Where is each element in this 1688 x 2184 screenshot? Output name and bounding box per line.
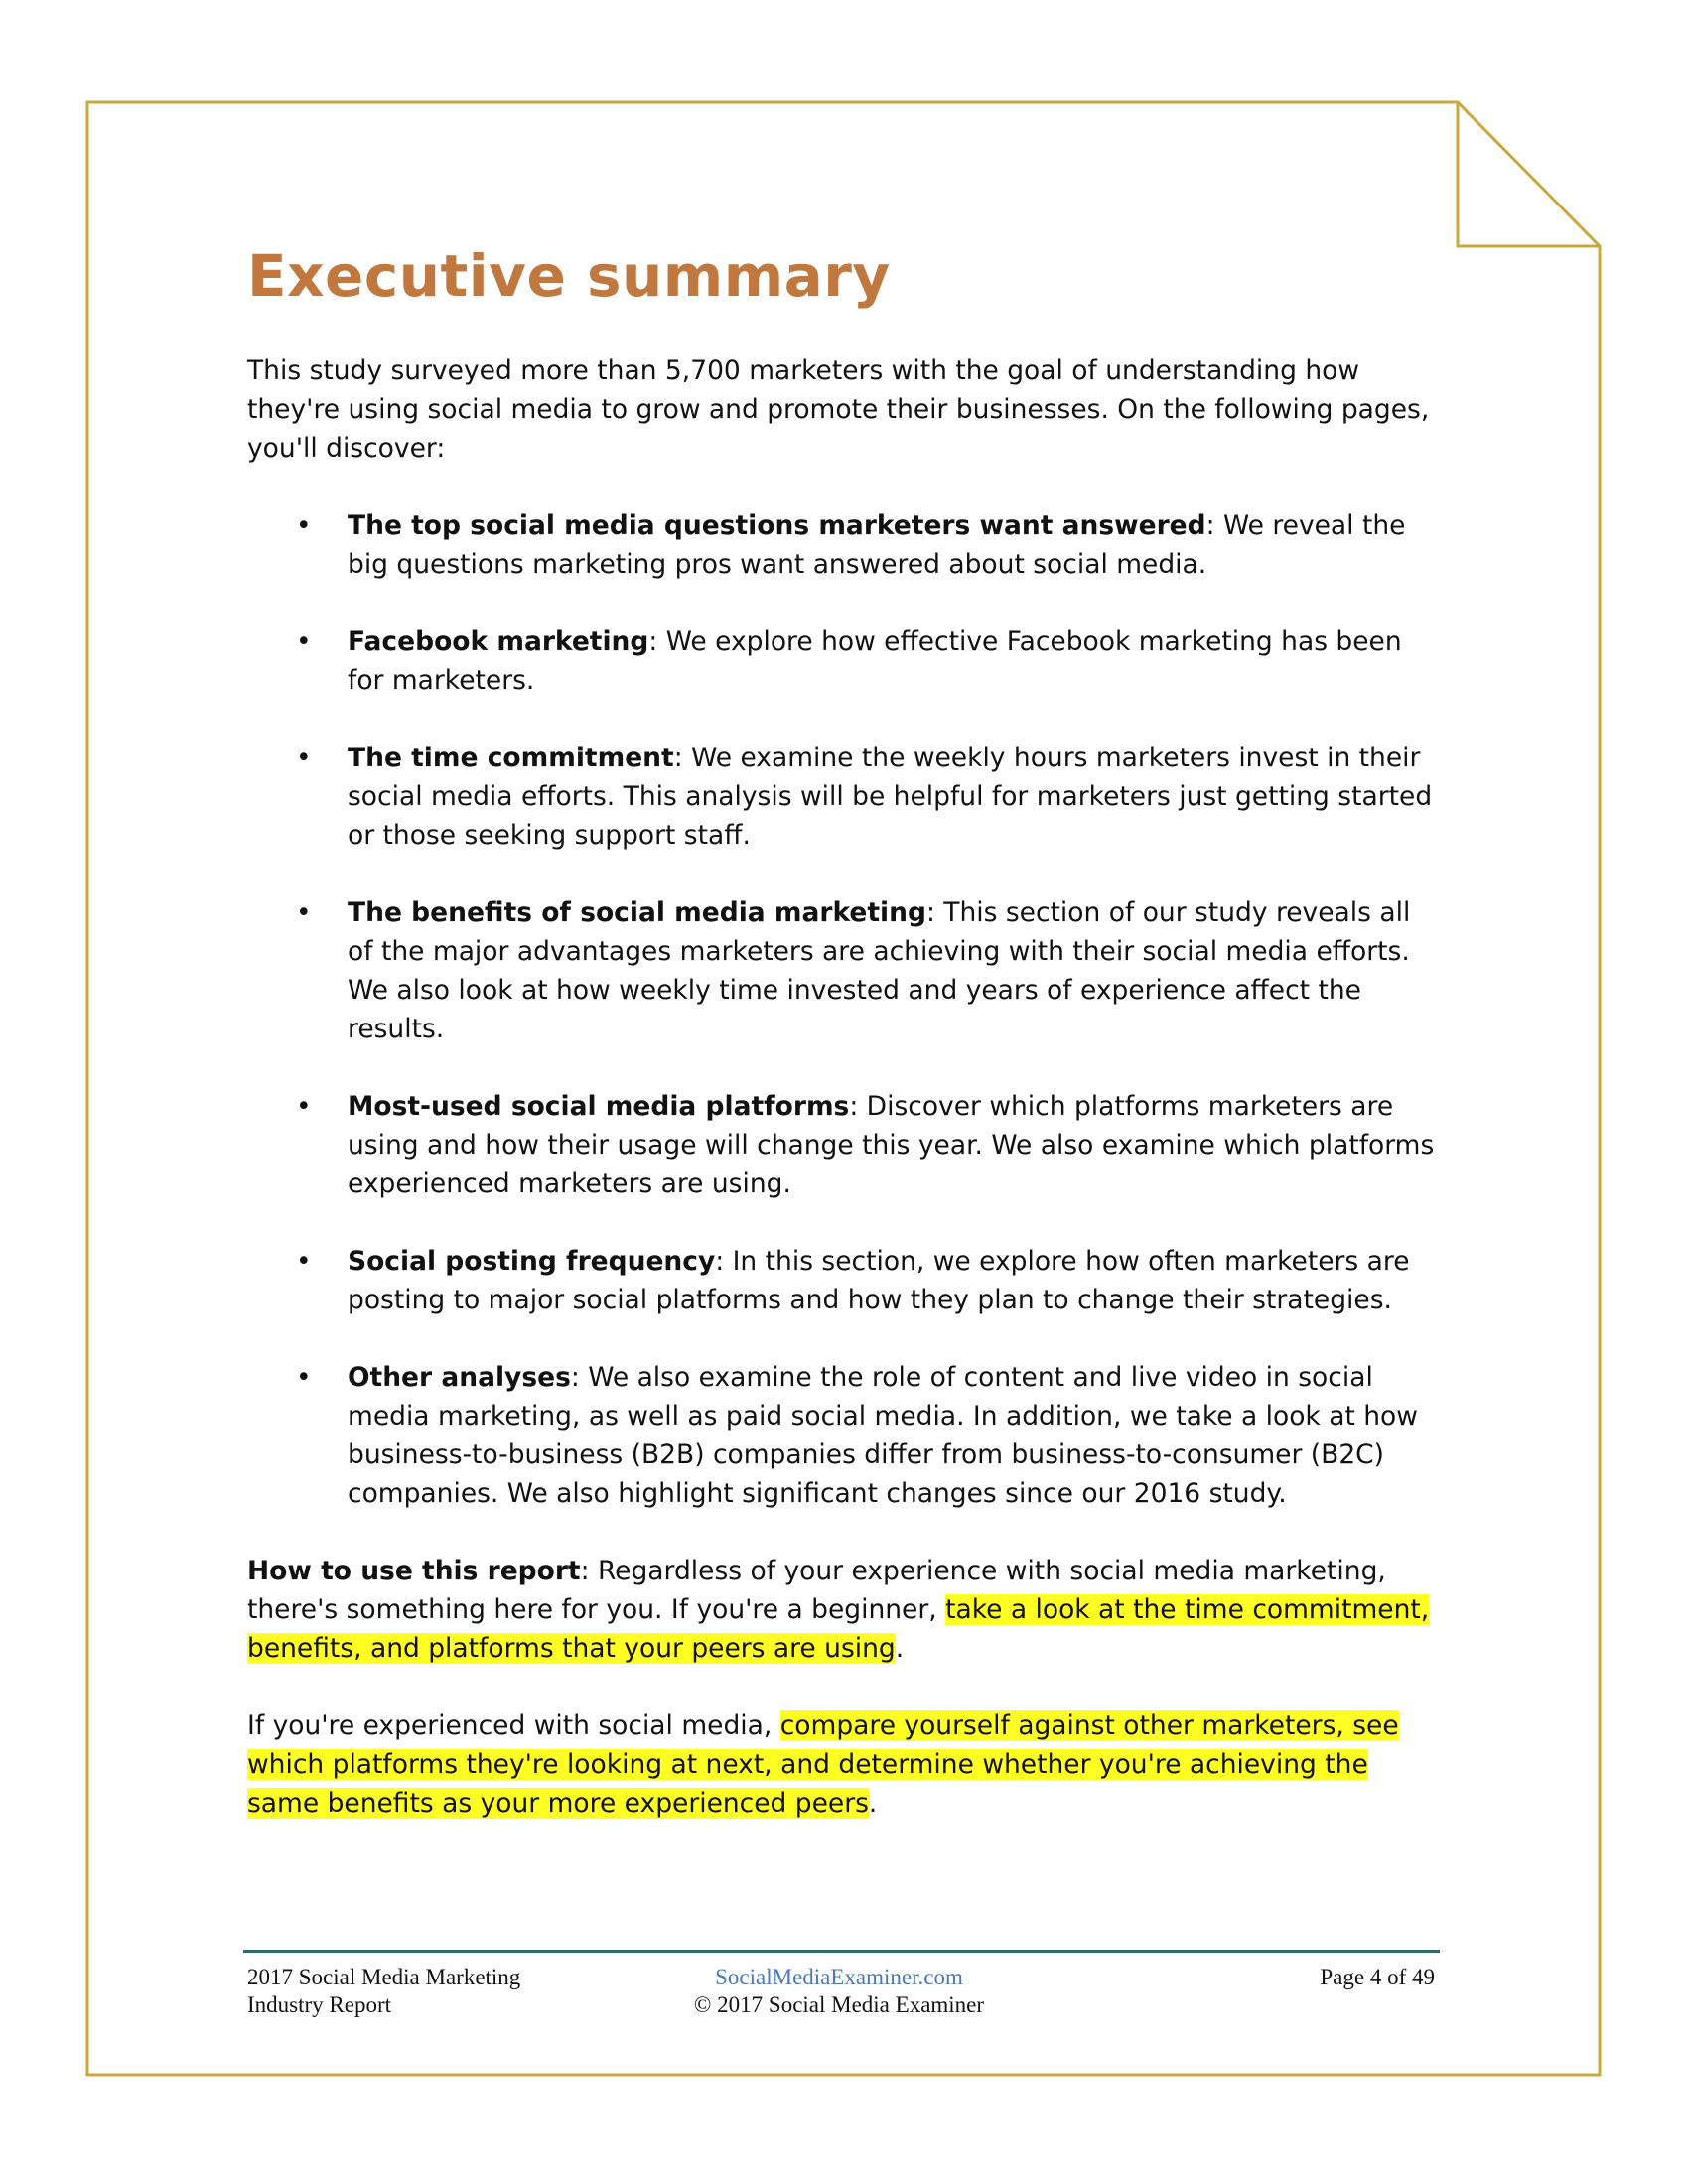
list-item	[247, 506, 1439, 584]
item-text: : We reveal the big questions marketing pros want answered about social media.	[348, 509, 1406, 580]
page-title: Executive summary	[247, 242, 891, 310]
experienced-end: .	[868, 1787, 878, 1819]
item-text: : This section of our study reveals all of the major advantages marketers are achieving with their social media efforts. We also look at how weekly time invested and years of experience affect the results.	[348, 896, 1411, 1044]
how-to-use-end: .	[895, 1632, 905, 1664]
topics-list	[247, 506, 1439, 1513]
item-heading: Facebook marketing	[348, 625, 649, 657]
footer-copyright: © 2017 Social Media Examiner	[693, 1992, 985, 2017]
footer-report-line1: 2017 Social Media Marketing	[247, 1965, 521, 1989]
footer-report-line2: Industry Report	[247, 1992, 392, 2017]
list-item	[247, 739, 1439, 855]
bullet-icon: •	[296, 625, 312, 657]
list-item	[247, 893, 1439, 1048]
list-item	[247, 622, 1439, 700]
item-text: : We also examine the role of content and live video in social media marketing, as well as paid social media. In addition, we take a look at how business-to-business (B2B) companies differ from business-to-consumer (B2C) companies. We also highlight significant changes since our 2016 study.	[348, 1361, 1418, 1509]
item-heading: The time commitment	[348, 742, 674, 773]
item-heading: Other analyses	[348, 1361, 571, 1393]
page-number: Page 4 of 49	[1320, 1965, 1435, 1989]
experienced-text: If you're experienced with social media,	[247, 1709, 780, 1741]
footer-divider	[243, 1950, 1440, 1953]
item-heading: The benefits of social media marketing	[348, 896, 926, 928]
how-to-use-heading: How to use this report	[247, 1555, 581, 1586]
bullet-icon: •	[296, 1361, 312, 1393]
bullet-icon: •	[296, 742, 312, 773]
experienced-paragraph	[247, 1706, 1439, 1823]
footer-website-link[interactable]: SocialMediaExaminer.com	[715, 1965, 963, 1989]
bullet-icon: •	[296, 1090, 312, 1122]
how-to-use-text: : Regardless of your experience with social media marketing, there's something here for you. If you're a beginner,	[247, 1555, 1386, 1625]
intro-paragraph: This study surveyed more than 5,700 marketers with the goal of understanding how they're using social media to grow and promote their businesses. On the following pages, you'll discover:	[247, 354, 1430, 464]
item-text: : We explore how effective Facebook marketing has been for marketers.	[348, 625, 1402, 696]
footer-center	[675, 1964, 1003, 2019]
highlighted-text: compare yourself against other marketers, see which platforms they're looking at next, and determine whether you're achieving the same benefits as your more experienced peers	[247, 1709, 1399, 1819]
list-item	[247, 1358, 1439, 1513]
item-text: : We examine the weekly hours marketers invest in their social media efforts. This analysis will be helpful for marketers just getting started or those seeking support staff.	[348, 742, 1433, 851]
how-to-use-paragraph	[247, 1552, 1439, 1668]
highlighted-text: take a look at the time commitment, benefits, and platforms that your peers are using	[247, 1593, 1430, 1664]
item-text: : In this section, we explore how often marketers are posting to major social platforms and how they plan to change their strategies.	[348, 1245, 1410, 1315]
footer-report-name	[247, 1964, 520, 2019]
bullet-icon: •	[296, 896, 312, 928]
item-heading: The top social media questions marketers want answered	[348, 509, 1206, 541]
list-item	[247, 1242, 1439, 1319]
bullet-icon: •	[296, 509, 312, 541]
list-item	[247, 1087, 1439, 1203]
bullet-icon: •	[296, 1245, 312, 1277]
item-text: : Discover which platforms marketers are using and how their usage will change this year. We also examine which platforms experienced marketers are using.	[348, 1090, 1435, 1199]
main-content	[247, 242, 1439, 1823]
item-heading: Social posting frequency	[348, 1245, 716, 1277]
item-heading: Most-used social media platforms	[348, 1090, 850, 1122]
